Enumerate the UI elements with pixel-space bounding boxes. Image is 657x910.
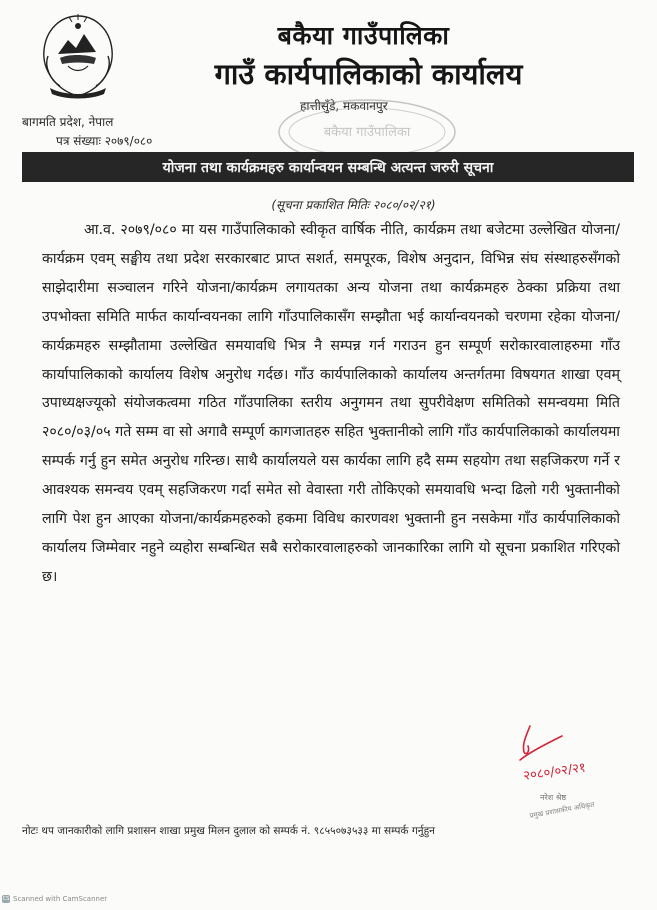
scanner-label: Scanned with CamScanner — [13, 895, 108, 903]
signatory-title: प्रमुख प्रशासकीय अधिकृत — [528, 800, 596, 820]
publish-date: (सूचना प्रकाशित मितिः २०८०/०२/२१) — [271, 198, 436, 212]
org-title: बकैया गाउँपालिका — [277, 21, 450, 50]
footer-note: नोटः थप जानकारीको लागि प्रशासन शाखा प्रमुख मिलन दुलाल को सम्पर्क नं. ९८५५०७३५३३ मा सम्पर्क गर्नुहुन — [22, 825, 435, 837]
signatory-name: नरेश श्रेष्ठ — [540, 793, 567, 802]
stamp-text: बकैया गाउँपालिका — [323, 125, 411, 140]
notice-body: आ.व. २०७९/०८० मा यस गाउँपालिकाको स्वीकृत वार्षिक नीति, कार्यक्रम तथा बजेटमा उल्लेखित योजना/कार्यक्रम एवम् सङ्घीय तथा प्रदेश सरकारबाट प्राप्त सशर्त, समपूरक, विशेष अनुदान, विभिन्न संघ संस्थाहरुसँगको साझेदारीमा सञ्चालन गरिने योजना/कार्यक्रम लगायतका अन्य योजना तथा कार्यक्रमहरु ठेक्का प्रक्रिया तथा उपभोक्ता समिति मार्फत कार्यान्वयनका लागि गाँउपालिकासँग सम्झौता भई कार्यान्वयनको चरणमा रहेका योजना/कार्यक्रमहरु सम्झौतामा उल्लेखित समयावधि भित्र नै सम्पन्न गर्न गराउन हुन सम्पूर्ण सरोकारवालाहरुमा गाँउ कार्यापालिकाको कार्यालय विशेष अनुरोध गर्दछ। गाँउ कार्यपालिकाको कार्यालय अन्तर्गतमा विषयगत शाखा एवम् उपाध्यक्षज्यूको संयोजकत्वमा गठित गाँउपालिका स्तरीय अनुगमन तथा सुपरीवेक्षण समितिको समन्वयमा मिति २०८०/०३/०५ गते सम्म वा सो अगावै सम्पूर्ण कागजातहरु सहित भुक्तानीको लागि गाँउ कार्यपालिकाको कार्यालयमा सम्पर्क गर्नु हुन समेत अनुरोध गरिन्छ। साथै कार्यालयले यस कार्यका लागि हदै सम्म सहयोग तथा सहजिकरण गर्ने र आवश्यक समन्वय एवम् सहजिकरण गर्दा समेत सो वेवास्ता गरी तोकिएको समयावधि भन्दा ढिलो गरी भुक्तानीको लागि पेश हुन आएका योजना/कार्यक्रमहरुको हकमा विविध कारणवश भुक्तानी हुन नसकेमा गाँउ कार्यपालिकाको कार्यालय जिम्मेवार नहुने व्यहोरा सम्बन्धित सबै सरोकारवालाहरुको जानकारिका लागि यो सूचना प्रकाशित गरिएको छ। — [42, 222, 620, 585]
scanner-watermark — [2, 895, 107, 903]
notice-banner — [22, 152, 634, 182]
letter-number: पत्र संख्याः २०७९/०८० — [56, 134, 153, 148]
province-line: बागमति प्रदेश, नेपाल — [22, 115, 114, 129]
office-address: हात्तीसुँडे, मकवानपुर — [300, 99, 388, 113]
signature-date: २०८०/०२/२१ — [522, 760, 587, 784]
office-title: गाउँ कार्यपालिकाको कार्यालय — [214, 57, 523, 91]
signature-block — [490, 722, 630, 830]
notice-title: योजना तथा कार्यक्रमहरु कार्यान्वयन सम्बन्धि अत्यन्त जरुरी सूचना — [162, 159, 494, 176]
camscanner-icon: CS — [2, 896, 10, 902]
